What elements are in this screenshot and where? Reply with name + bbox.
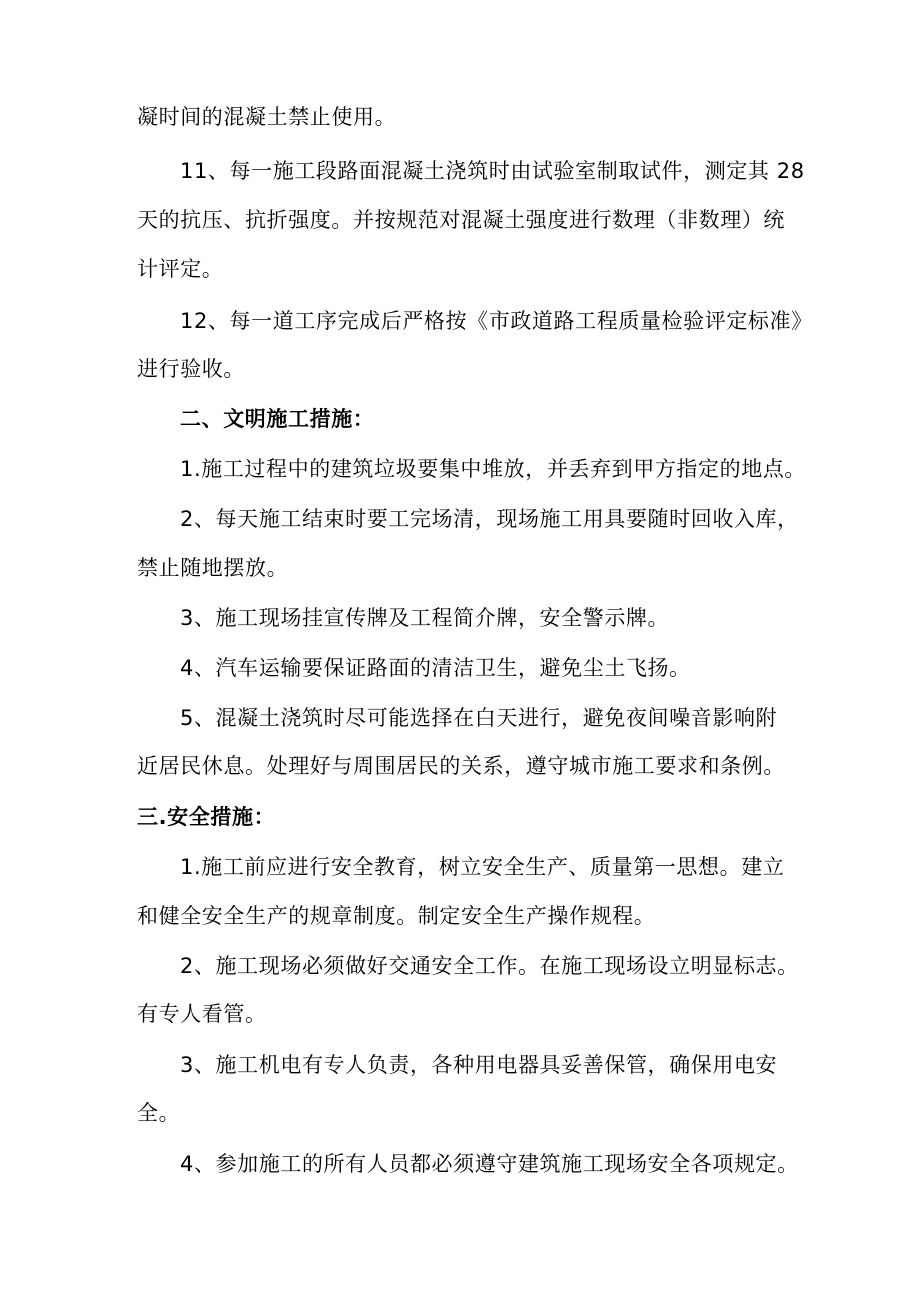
paragraph-continuation: 全。 — [137, 1101, 181, 1125]
paragraph-continuation: 进行验收。 — [137, 357, 245, 381]
paragraph-continuation: 凝时间的混凝土禁止使用。 — [137, 105, 397, 129]
text-line — [0, 204, 920, 236]
text-line — [0, 950, 920, 982]
paragraph-item-1: 1.施工前应进行安全教育，树立安全生产、质量第一思想。建立 — [180, 855, 785, 879]
paragraph-continuation: 近居民休息。处理好与周围居民的关系，遵守城市施工要求和条例。 — [137, 754, 785, 778]
paragraph-continuation: 计评定。 — [137, 257, 224, 281]
text-line — [0, 253, 920, 285]
section-heading-safety: 三.安全措施： — [137, 805, 276, 829]
text-line — [0, 155, 920, 187]
text-line — [0, 305, 920, 337]
paragraph-item-11: 11、每一施工段路面混凝土浇筑时由试验室制取试件，测定其 28 — [180, 159, 805, 183]
paragraph-item-2: 2、施工现场必须做好交通安全工作。在施工现场设立明显标志。 — [180, 954, 799, 978]
paragraph-continuation: 禁止随地摆放。 — [137, 556, 289, 580]
text-line — [0, 1148, 920, 1180]
paragraph-item-12: 12、每一道工序完成后严格按《市政道路工程质量检验评定标准》 — [180, 309, 813, 333]
text-line — [0, 652, 920, 684]
paragraph-item-3: 3、施工现场挂宣传牌及工程简介牌，安全警示牌。 — [180, 606, 670, 630]
text-line — [0, 750, 920, 782]
paragraph-item-2: 2、每天施工结束时要工完场清，现场施工用具要随时回收入库， — [180, 507, 799, 531]
paragraph-continuation: 天的抗压、抗折强度。并按规范对混凝土强度进行数理（非数理）统 — [137, 208, 785, 232]
text-line — [0, 101, 920, 133]
paragraph-item-1: 1.施工过程中的建筑垃圾要集中堆放，并丢弃到甲方指定的地点。 — [180, 457, 807, 481]
paragraph-item-4: 4、汽车运输要保证路面的清洁卫生，避免尘土飞扬。 — [180, 656, 691, 680]
text-line — [0, 353, 920, 385]
paragraph-continuation: 和健全安全生产的规章制度。制定安全生产操作规程。 — [137, 904, 656, 928]
text-line — [0, 453, 920, 485]
section-heading-civilized: 二、文明施工措施： — [180, 407, 375, 431]
text-line — [0, 801, 920, 833]
paragraph-item-4: 4、参加施工的所有人员都必须遵守建筑施工现场安全各项规定。 — [180, 1152, 799, 1176]
text-line — [0, 1049, 920, 1081]
text-line — [0, 702, 920, 734]
text-line — [0, 552, 920, 584]
text-line — [0, 900, 920, 932]
text-line — [0, 403, 920, 435]
text-line — [0, 998, 920, 1030]
text-line — [0, 1097, 920, 1129]
paragraph-continuation: 有专人看管。 — [137, 1002, 267, 1026]
paragraph-item-3: 3、施工机电有专人负责，各种用电器具妥善保管，确保用电安 — [180, 1053, 778, 1077]
text-line — [0, 851, 920, 883]
text-line — [0, 602, 920, 634]
text-line — [0, 503, 920, 535]
paragraph-item-5: 5、混凝土浇筑时尽可能选择在白天进行，避免夜间噪音影响附 — [180, 706, 778, 730]
